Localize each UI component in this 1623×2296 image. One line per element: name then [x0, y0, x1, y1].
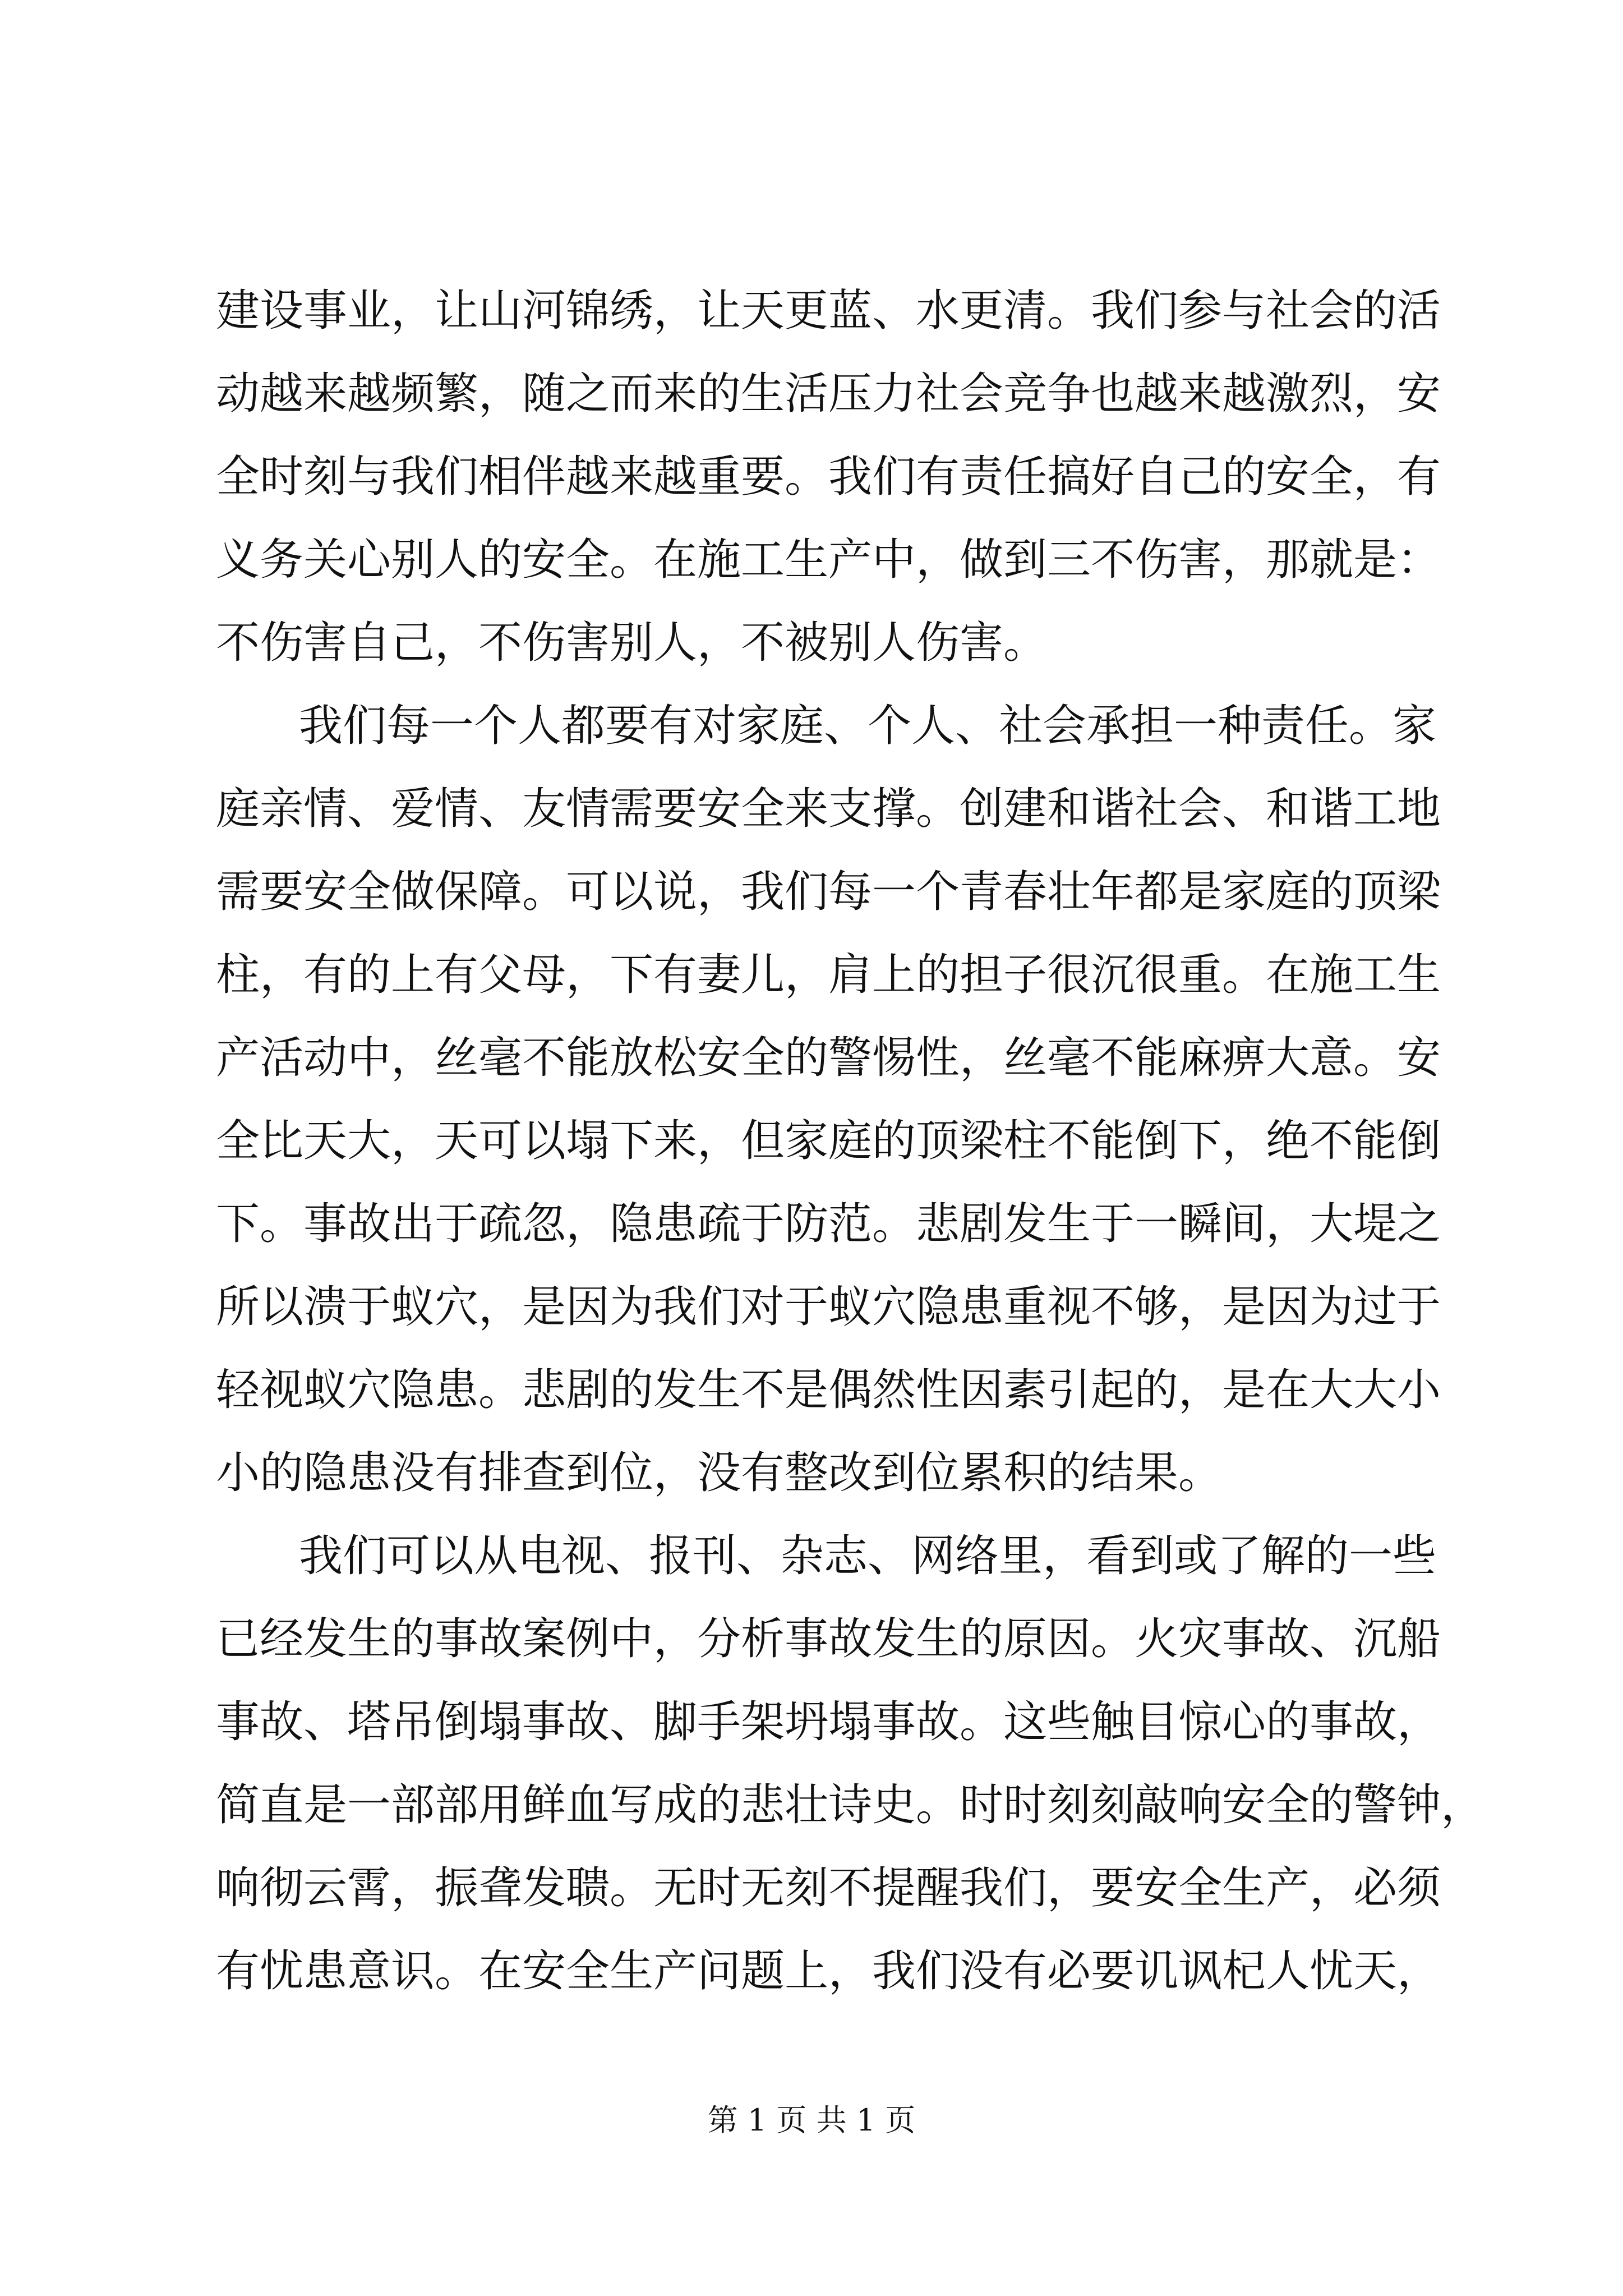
text-line: 产活动中，丝毫不能放松安全的警惕性，丝毫不能麻痹大意。安	[216, 1033, 1441, 1083]
body-text	[216, 269, 1485, 2013]
text-line: 事故、塔吊倒塌事故、脚手架坍塌事故。这些触目惊心的事故，	[216, 1697, 1441, 1747]
text-line: 不伤害自己，不伤害别人，不被别人伤害。	[216, 618, 1048, 668]
text-line: 已经发生的事故案例中，分析事故发生的原因。火灾事故、沉船	[216, 1614, 1441, 1664]
text-line: 小的隐患没有排查到位，没有整改到位累积的结果。	[216, 1448, 1223, 1498]
text-line: 庭亲情、爱情、友情需要安全来支撑。创建和谐社会、和谐工地	[216, 784, 1441, 834]
text-line: 响彻云霄，振聋发聩。无时无刻不提醒我们，要安全生产，必须	[216, 1863, 1441, 1913]
text-line: 柱，有的上有父母，下有妻儿，肩上的担子很沉很重。在施工生	[216, 950, 1441, 1000]
paragraph-first-line: 我们每一个人都要有对家庭、个人、社会承担一种责任。家	[299, 701, 1437, 751]
text-line: 义务关心别人的安全。在施工生产中，做到三不伤害，那就是：	[216, 535, 1441, 585]
text-line: 需要安全做保障。可以说，我们每一个青春壮年都是家庭的顶梁	[216, 867, 1441, 917]
text-line: 建设事业，让山河锦绣，让天更蓝、水更清。我们参与社会的活	[216, 286, 1441, 336]
text-line: 所以溃于蚁穴，是因为我们对于蚁穴隐患重视不够，是因为过于	[216, 1282, 1441, 1332]
text-line: 动越来越频繁，随之而来的生活压力社会竞争也越来越激烈，安	[216, 369, 1441, 419]
text-line: 全时刻与我们相伴越来越重要。我们有责任搞好自己的安全，有	[216, 452, 1441, 502]
text-line: 下。事故出于疏忽，隐患疏于防范。悲剧发生于一瞬间，大堤之	[216, 1199, 1441, 1249]
text-line: 简直是一部部用鲜血写成的悲壮诗史。时时刻刻敲响安全的警钟，	[216, 1780, 1485, 1830]
page-footer: 第 1 页 共 1 页	[707, 2102, 916, 2138]
text-line: 轻视蚁穴隐患。悲剧的发生不是偶然性因素引起的，是在大大小	[216, 1365, 1441, 1415]
text-line: 有忧患意识。在安全生产问题上，我们没有必要讥讽杞人忧天，	[216, 1946, 1441, 1996]
paragraph-first-line: 我们可以从电视、报刊、杂志、网络里，看到或了解的一些	[299, 1531, 1437, 1581]
text-line: 全比天大，天可以塌下来，但家庭的顶梁柱不能倒下，绝不能倒	[216, 1116, 1441, 1166]
